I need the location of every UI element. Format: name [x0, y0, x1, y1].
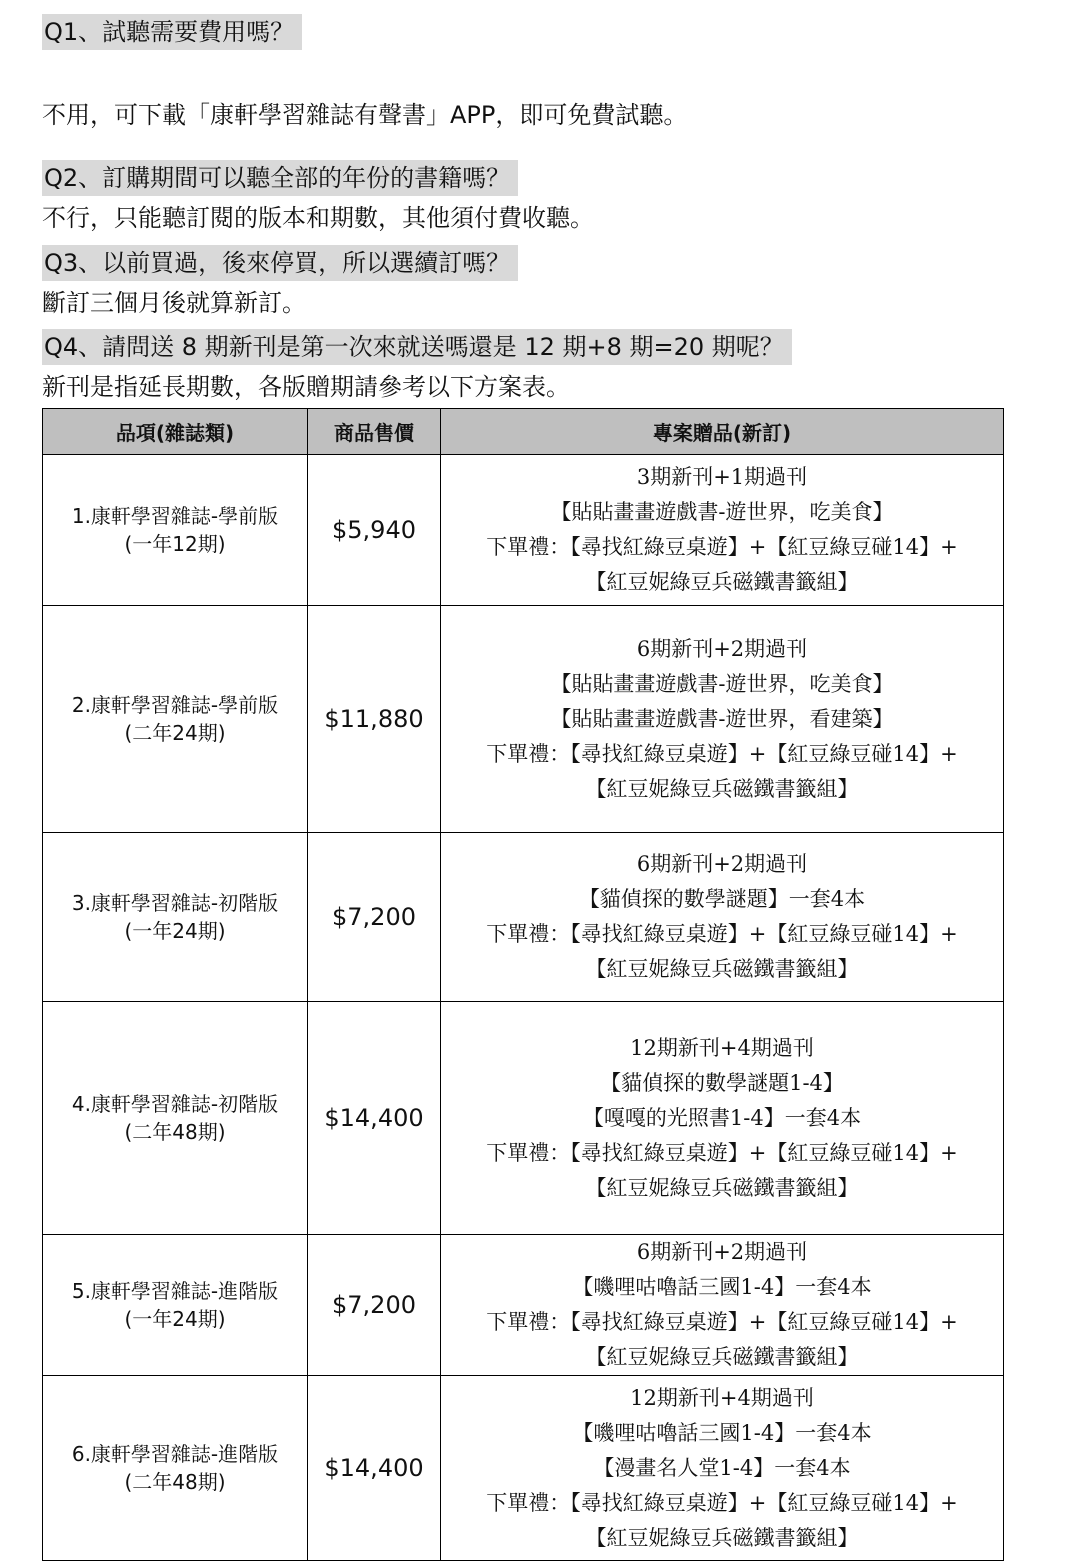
gift-line: 下單禮：【尋找紅綠豆桌遊】+【紅豆綠豆碰14】+ [486, 741, 958, 766]
item-cell [43, 606, 308, 833]
item-name: 5.康軒學習雜誌-進階版 [71, 1279, 279, 1303]
faq-answer-3: 斷訂三個月後就算新訂。 [42, 289, 306, 317]
gift-line: 【貼貼畫畫遊戲書-遊世界，看建築】 [550, 706, 894, 731]
plan-table [42, 408, 1004, 1561]
gift-line: 6期新刊+2期過刊 [636, 852, 808, 876]
item-period: (二年48期) [124, 1470, 226, 1494]
gift-cell [441, 606, 1004, 833]
gift-cell [441, 1235, 1004, 1376]
header-item: 品項(雜誌類) [43, 409, 308, 455]
table-row [43, 1002, 1004, 1235]
price-cell: $7,200 [308, 1235, 441, 1376]
item-name: 6.康軒學習雜誌-進階版 [71, 1442, 279, 1466]
gift-line: 6期新刊+2期過刊 [636, 636, 808, 661]
gift-line: 【紅豆妮綠豆兵磁鐵書籤組】 [585, 1345, 859, 1369]
item-cell [43, 1376, 308, 1561]
gift-line: 【貼貼畫畫遊戲書-遊世界，吃美食】 [550, 500, 894, 524]
gift-line: 【貓偵探的數學謎題1-4】 [600, 1070, 844, 1095]
header-gift: 專案贈品(新訂) [441, 409, 1004, 455]
table-header-row [43, 409, 1004, 455]
gift-cell [441, 1002, 1004, 1235]
table-row [43, 1376, 1004, 1561]
gift-line: 3期新刊+1期過刊 [636, 465, 808, 489]
price-cell: $14,400 [308, 1002, 441, 1235]
gift-cell [441, 833, 1004, 1002]
item-cell [43, 833, 308, 1002]
faq-answer-2: 不行，只能聽訂閱的版本和期數，其他須付費收聽。 [42, 204, 594, 232]
faq-question-4: Q4、請問送 8 期新刊是第一次來就送嗎還是 12 期+8 期=20 期呢？ [42, 329, 792, 365]
gift-cell [441, 455, 1004, 606]
faq-question-1: Q1、試聽需要費用嗎？ [42, 14, 302, 50]
gift-line: 下單禮：【尋找紅綠豆桌遊】+【紅豆綠豆碰14】+ [486, 1490, 958, 1515]
item-name: 4.康軒學習雜誌-初階版 [71, 1092, 279, 1116]
table-row [43, 455, 1004, 606]
table-row [43, 833, 1004, 1002]
item-name: 1.康軒學習雜誌-學前版 [71, 504, 279, 528]
faq-answer-1: 不用，可下載「康軒學習雜誌有聲書」APP，即可免費試聽。 [42, 101, 688, 129]
item-period: (一年24期) [124, 1307, 226, 1331]
gift-line: 【貓偵探的數學謎題】一套4本 [578, 887, 866, 911]
price-cell: $11,880 [308, 606, 441, 833]
item-name: 3.康軒學習雜誌-初階版 [71, 891, 279, 915]
item-period: (二年24期) [124, 721, 226, 745]
item-period: (一年24期) [124, 919, 226, 943]
gift-line: 12期新刊+4期過刊 [630, 1035, 814, 1060]
gift-line: 【貼貼畫畫遊戲書-遊世界，吃美食】 [550, 671, 894, 696]
gift-line: 下單禮：【尋找紅綠豆桌遊】+【紅豆綠豆碰14】+ [486, 922, 958, 946]
item-cell [43, 455, 308, 606]
gift-line: 【嘰哩咕嚕話三國1-4】一套4本 [572, 1420, 872, 1445]
faq-question-2: Q2、訂購期間可以聽全部的年份的書籍嗎？ [42, 160, 518, 196]
item-cell [43, 1235, 308, 1376]
gift-line: 【嘰哩咕嚕話三國1-4】一套4本 [572, 1275, 872, 1299]
table-row [43, 1235, 1004, 1376]
gift-line: 下單禮：【尋找紅綠豆桌遊】+【紅豆綠豆碰14】+ [486, 1310, 958, 1334]
item-name: 2.康軒學習雜誌-學前版 [71, 693, 279, 717]
gift-line: 【漫畫名人堂1-4】一套4本 [593, 1455, 851, 1480]
price-cell: $5,940 [308, 455, 441, 606]
gift-cell [441, 1376, 1004, 1561]
gift-line: 下單禮：【尋找紅綠豆桌遊】+【紅豆綠豆碰14】+ [486, 1140, 958, 1165]
gift-line: 下單禮：【尋找紅綠豆桌遊】+【紅豆綠豆碰14】+ [486, 535, 958, 559]
gift-line: 6期新刊+2期過刊 [636, 1240, 808, 1264]
gift-line: 【嘎嘎的光照書1-4】一套4本 [582, 1105, 862, 1130]
header-price: 商品售價 [308, 409, 441, 455]
gift-line: 【紅豆妮綠豆兵磁鐵書籤組】 [585, 1175, 859, 1200]
gift-line: 【紅豆妮綠豆兵磁鐵書籤組】 [585, 1525, 859, 1550]
item-cell [43, 1002, 308, 1235]
gift-line: 12期新刊+4期過刊 [630, 1385, 814, 1410]
faq-question-3: Q3、以前買過，後來停買，所以選續訂嗎？ [42, 245, 518, 281]
item-period: (二年48期) [124, 1120, 226, 1144]
gift-line: 【紅豆妮綠豆兵磁鐵書籤組】 [585, 570, 859, 594]
price-cell: $7,200 [308, 833, 441, 1002]
table-row [43, 606, 1004, 833]
price-cell: $14,400 [308, 1376, 441, 1561]
faq-answer-4: 新刊是指延長期數，各版贈期請參考以下方案表。 [42, 373, 570, 401]
item-period: (一年12期) [124, 532, 226, 556]
gift-line: 【紅豆妮綠豆兵磁鐵書籤組】 [585, 776, 859, 801]
gift-line: 【紅豆妮綠豆兵磁鐵書籤組】 [585, 957, 859, 981]
